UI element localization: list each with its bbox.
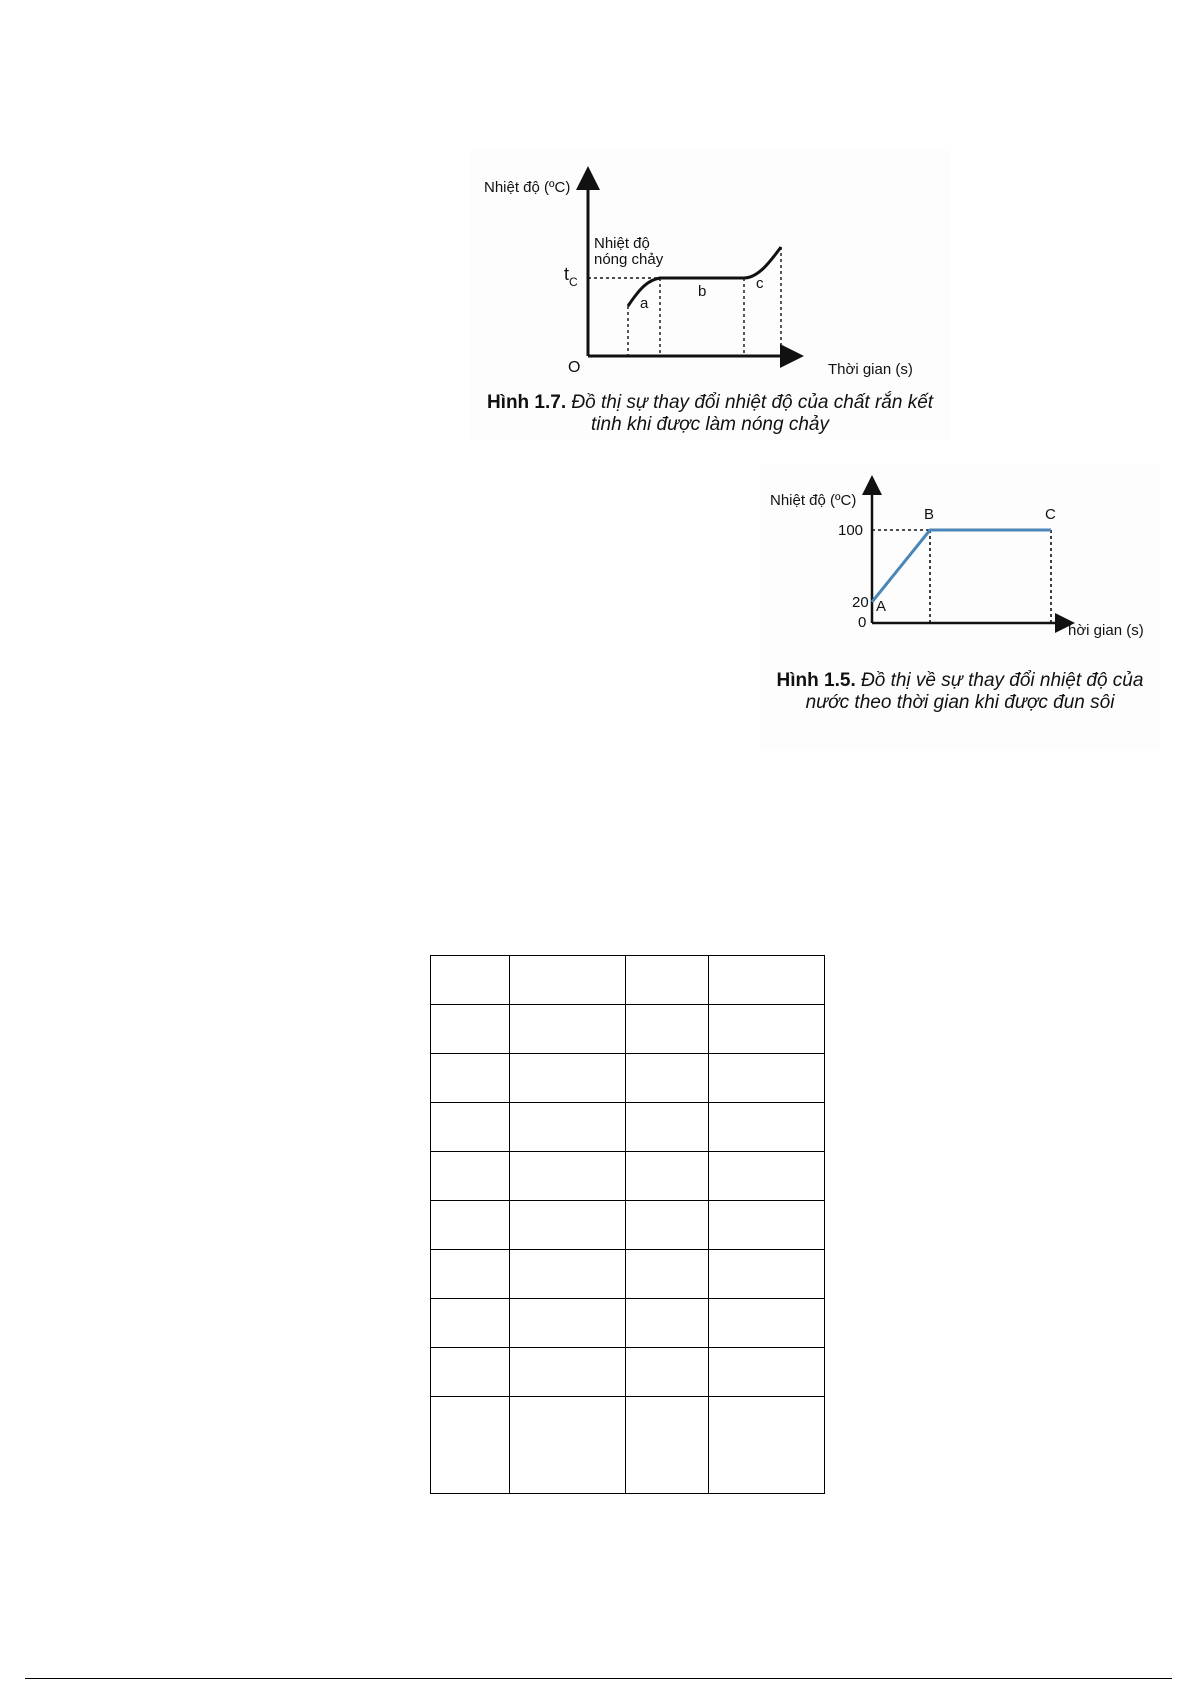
table-cell — [510, 1299, 626, 1348]
tick-0: 0 — [858, 614, 867, 631]
x-axis-label: hời gian (s) — [1068, 622, 1144, 639]
table-cell — [510, 1005, 626, 1054]
page-bottom-rule — [25, 1678, 1172, 1679]
table-cell — [626, 1201, 709, 1250]
tick-20: 20 — [852, 594, 869, 611]
table-cell — [709, 1397, 825, 1494]
point-b-label: B — [924, 506, 935, 523]
table-cell — [510, 1397, 626, 1494]
table-row — [431, 1299, 825, 1348]
table-cell — [626, 1103, 709, 1152]
table-cell — [510, 1054, 626, 1103]
table-row — [431, 1397, 825, 1494]
tc-label: $t_C$ — [564, 264, 578, 289]
y-axis-label: Nhiệt độ (ºC) — [770, 492, 857, 509]
table-cell — [431, 1152, 510, 1201]
table-row — [431, 1152, 825, 1201]
table-cell — [626, 1250, 709, 1299]
table-cell — [709, 1152, 825, 1201]
table-cell — [626, 1397, 709, 1494]
table-cell — [626, 1005, 709, 1054]
x-axis-label: Thời gian (s) — [828, 361, 913, 378]
y-axis-label: Nhiệt độ (ºC) — [484, 179, 571, 196]
tick-100: 100 — [838, 522, 864, 539]
table-cell — [709, 1201, 825, 1250]
table-cell — [709, 1348, 825, 1397]
table-cell — [510, 1250, 626, 1299]
segment-b-label: b — [698, 283, 707, 300]
table-cell — [709, 1054, 825, 1103]
boiling-graph — [760, 465, 1160, 665]
table-cell — [709, 1005, 825, 1054]
table-row — [431, 1103, 825, 1152]
table-row — [431, 1250, 825, 1299]
table-row — [431, 1054, 825, 1103]
table-cell — [626, 1152, 709, 1201]
table-cell — [510, 956, 626, 1005]
table-cell — [431, 1103, 510, 1152]
caption-text: Đồ thị về sự thay đổi nhiệt độ của nước theo thời gian khi được đun sôi — [805, 670, 1144, 713]
table-cell — [510, 1152, 626, 1201]
point-c-label: C — [1045, 506, 1056, 523]
table-cell — [431, 1201, 510, 1250]
table-cell — [626, 1054, 709, 1103]
table-row — [431, 1201, 825, 1250]
table-cell — [709, 1103, 825, 1152]
table-cell — [431, 1299, 510, 1348]
table-row — [431, 956, 825, 1005]
table-cell — [431, 1250, 510, 1299]
caption-number: Hình 1.5. — [776, 670, 856, 691]
table-cell — [510, 1103, 626, 1152]
table-cell — [709, 956, 825, 1005]
point-a-label: A — [876, 598, 887, 615]
table-cell — [431, 1005, 510, 1054]
melting-label-line1: Nhiệt độ — [594, 235, 650, 252]
table-cell — [431, 1348, 510, 1397]
figure-1-7-caption — [470, 392, 950, 436]
table-cell — [431, 1054, 510, 1103]
caption-number: Hình 1.7. — [486, 392, 567, 413]
melting-label-line2: nóng chảy — [594, 251, 664, 268]
melting-graph — [470, 150, 950, 390]
table-row — [431, 1005, 825, 1054]
table-cell — [626, 956, 709, 1005]
table-cell — [510, 1201, 626, 1250]
table-cell — [626, 1299, 709, 1348]
table-row — [431, 1348, 825, 1397]
table-cell — [510, 1348, 626, 1397]
table-cell — [626, 1348, 709, 1397]
temperature-line — [872, 530, 1051, 602]
table-cell — [709, 1299, 825, 1348]
origin-label: O — [568, 359, 581, 376]
table-cell — [431, 956, 510, 1005]
segment-c-label: c — [756, 275, 764, 292]
blank-table — [430, 955, 825, 1494]
figure-1-5-caption — [760, 670, 1160, 714]
caption-text: Đồ thị sự thay đổi nhiệt độ của chất rắn kết tinh khi được làm nóng chảy — [571, 392, 934, 435]
table-cell — [709, 1250, 825, 1299]
table-cell — [431, 1397, 510, 1494]
segment-a-label: a — [640, 295, 649, 312]
